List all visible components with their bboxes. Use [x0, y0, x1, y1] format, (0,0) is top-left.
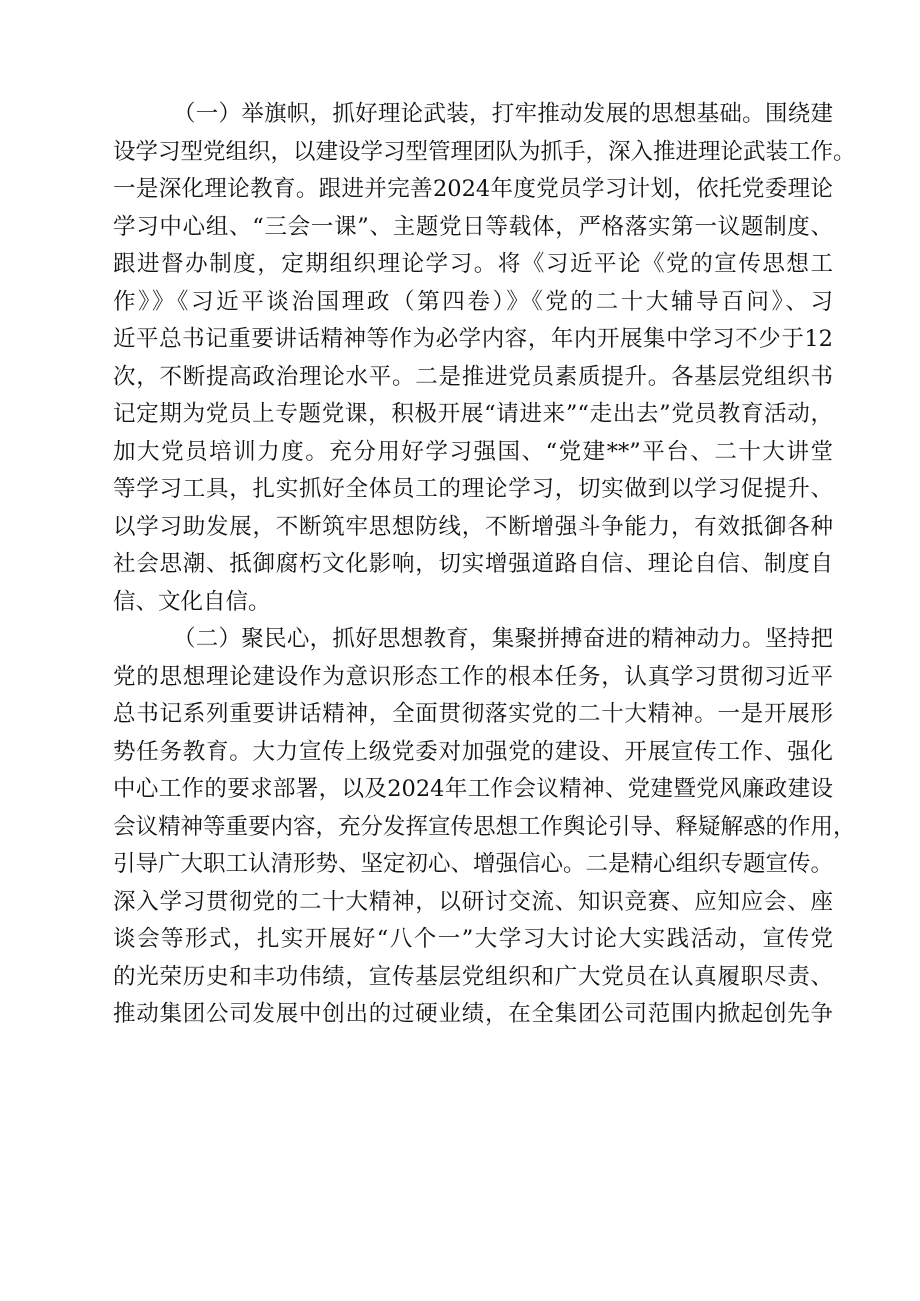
paragraph-line: 会议精神等重要内容，充分发挥宣传思想工作舆论引导、释疑解惑的作用， [113, 813, 856, 840]
paragraph-line: 社会思潮、抵御腐朽文化影响，切实增强道路自信、理论自信、制度自 [113, 551, 833, 577]
paragraph-line: 近平总书记重要讲话精神等作为必学内容，年内开展集中学习不少于12 [113, 326, 833, 352]
paragraph-line: 深入学习贯彻党的二十大精神，以研讨交流、知识竞赛、应知应会、座 [113, 888, 833, 915]
paragraph-line: 次，不断提高政治理论水平。二是推进党员素质提升。各基层党组织书 [113, 363, 833, 390]
paragraph-line: 势任务教育。大力宣传上级党委对加强党的建设、开展宣传工作、强化 [113, 738, 833, 765]
paragraph-line: 引导广大职工认清形势、坚定初心、增强信心。二是精心组织专题宣传。 [113, 851, 834, 877]
paragraph-line: 一是深化理论教育。跟进并完善2024年度党员学习计划，依托党委理论 [113, 176, 833, 202]
paragraph-line: 党的思想理论建设作为意识形态工作的根本任务，认真学习贯彻习近平 [113, 663, 833, 690]
paragraph-line: 信、文化自信。 [113, 588, 271, 615]
paragraph-line: 跟进督办制度，定期组织理论学习。将《习近平论《党的宣传思想工 [113, 251, 833, 277]
paragraph-line: 等学习工具，扎实抓好全体员工的理论学习，切实做到以学习促提升、 [113, 476, 833, 502]
paragraph-line: 推动集团公司发展中创出的过硬业绩，在全集团公司范围内掀起创先争 [113, 1001, 833, 1027]
paragraph-line: 设学习型党组织，以建设学习型管理团队为抓手，深入推进理论武装工作。 [113, 138, 856, 165]
paragraph-line: 谈会等形式，扎实开展好“八个一”大学习大讨论大实践活动，宣传党 [113, 926, 833, 952]
paragraph-line: 以学习助发展，不断筑牢思想防线，不断增强斗争能力，有效抵御各种 [113, 513, 833, 540]
paragraph-line: 总书记系列重要讲话精神，全面贯彻落实党的二十大精神。一是开展形 [113, 701, 833, 727]
paragraph-line: 中心工作的要求部署，以及2024年工作会议精神、党建暨党风廉政建设 [113, 776, 833, 802]
paragraph-line: 学习中心组、“三会一课”、主题党日等载体，严格落实第一议题制度、 [113, 213, 833, 240]
paragraph-line: 的光荣历史和丰功伟绩，宣传基层党组织和广大党员在认真履职尽责、 [113, 963, 833, 990]
paragraph-line: 记定期为党员上专题党课，积极开展“请进来”“走出去”党员教育活动， [113, 401, 833, 427]
paragraph-2 [113, 621, 856, 1034]
paragraph-line: （二）聚民心，抓好思想教育，集聚拼搏奋进的精神动力。坚持把 [173, 626, 833, 652]
paragraph-1 [113, 96, 856, 621]
paragraph-line: （一）举旗帜，抓好理论武装，打牢推动发展的思想基础。围绕建 [173, 101, 833, 127]
paragraph-line: 加大党员培训力度。充分用好学习强国、“党建**”平台、二十大讲堂 [113, 438, 833, 465]
document-body [113, 96, 856, 1034]
paragraph-line: 作》》《习近平谈治国理政（第四卷）》《党的二十大辅导百问》、习 [113, 288, 833, 315]
